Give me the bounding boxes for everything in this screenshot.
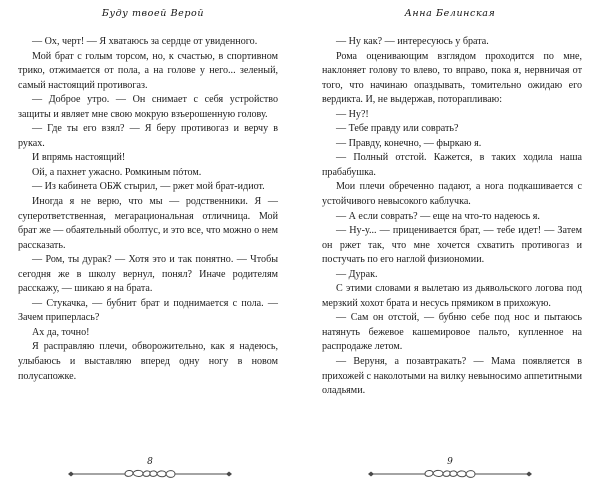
ornament-end-diamond-icon — [226, 472, 232, 477]
paragraph: — Дурак. — [336, 268, 378, 280]
paragraph: Иногда я не верю, что мы — родственники. Я — суперответственная, мегарациональная отличница. Мой брат же — обаятельный оболтус, и это все, что можно о нем рассказать. — [18, 196, 278, 251]
paragraph: Ах да, точно! — [32, 326, 90, 338]
paragraph: — Правду, конечно, — фыркаю я. — [336, 137, 482, 149]
ornament-end-diamond-icon — [526, 472, 532, 477]
paragraph: И впрямь настоящий! — [32, 152, 126, 164]
ornament-end-diamond-icon — [368, 472, 374, 477]
paragraph: — Ром, ты дурак? — Хотя это и так понятно. — Чтобы сегодня же в школу вернул, понял? Иначе родителям расскажу, — шикаю я на брата. — [18, 254, 278, 295]
paragraph: — Доброе утро. — Он снимает с себя устройство защиты и являет мне свою мокрую взъерошенную голову. — [18, 94, 278, 120]
left-page-folio — [0, 457, 300, 480]
paragraph: Ой, а пахнет ужасно. Ромкиным пóтом. — [32, 166, 202, 178]
paragraph: С этими словами я вылетаю из дьявольского логова под мерзкий хохот брата и несусь прямиком в прихожую. — [322, 283, 582, 309]
right-page — [300, 0, 600, 494]
paragraph: — Ну?! — [336, 108, 369, 120]
left-page-running-head: Буду твоей Верой — [101, 8, 205, 19]
paragraph: — Ну-у... — приценивается брат, — тебе идет! — Затем он ржет так, что мне хочется схватить противогаз и постучать по его наглой физиономии. — [322, 225, 582, 266]
paragraph: — Где ты его взял? — Я беру противогаз и верчу в руках. — [18, 123, 278, 149]
paragraph: Мой брат с голым торсом, но, к счастью, в спортивном трико, отжимается от пола, а на голове у него... зеленый, самый настоящий противогаз. — [18, 50, 278, 91]
paragraph: — Ох, черт! — Я хватаюсь за сердце от увиденного. — [32, 36, 258, 47]
left-page-body-text — [18, 35, 278, 384]
paragraph: — Тебе правду или соврать? — [336, 123, 459, 135]
paragraph: — Полный отстой. Кажется, в таких ходила наша прабабушка. — [322, 152, 582, 178]
flourish-divider-icon — [365, 468, 535, 480]
paragraph: — Сам он отстой, — бубню себе под нос и пытаюсь натянуть бежевое кашемировое пальто, купленное на распродаже летом. — [322, 312, 582, 353]
right-page-running-head: Анна Белинская — [404, 8, 496, 19]
page-number: 9 — [447, 457, 453, 467]
flourish-divider-icon — [65, 468, 235, 480]
page-number: 8 — [147, 457, 153, 467]
paragraph: — Из кабинета ОБЖ стырил, — ржет мой брат-идиот. — [32, 181, 265, 193]
paragraph: — А если соврать? — еще на что-то надеюсь я. — [336, 210, 540, 222]
right-page-body-text — [322, 35, 582, 399]
paragraph: Я расправляю плечи, обворожительно, как я надеюсь, улыбаюсь и выставляю вперед одну ногу в новом полусапожке. — [18, 341, 278, 382]
paragraph: — Стукачка, — бубнит брат и поднимается с пола. — Зачем приперлась? — [18, 297, 278, 324]
right-page-folio — [300, 457, 600, 480]
paragraph: Мои плечи обреченно падают, а нога подкашивается с устойчивого невысокого каблучка. — [322, 181, 582, 208]
paragraph: Рома оценивающим взглядом проходится по мне, наклоняет голову то влево, то вправо, пока я, нервничая от того, что начинаю опаздывать, томительно ожидаю его вердикта. И, не выдержав, поторапливаю: — [322, 50, 582, 106]
ornament-end-diamond-icon — [68, 472, 74, 477]
paragraph: — Веруня, а позавтракать? — Мама появляется в прихожей с наколотыми на вилку невыносимо аппетитными оладьями. — [322, 356, 582, 397]
paragraph: — Ну как? — интересуюсь у брата. — [336, 36, 489, 47]
